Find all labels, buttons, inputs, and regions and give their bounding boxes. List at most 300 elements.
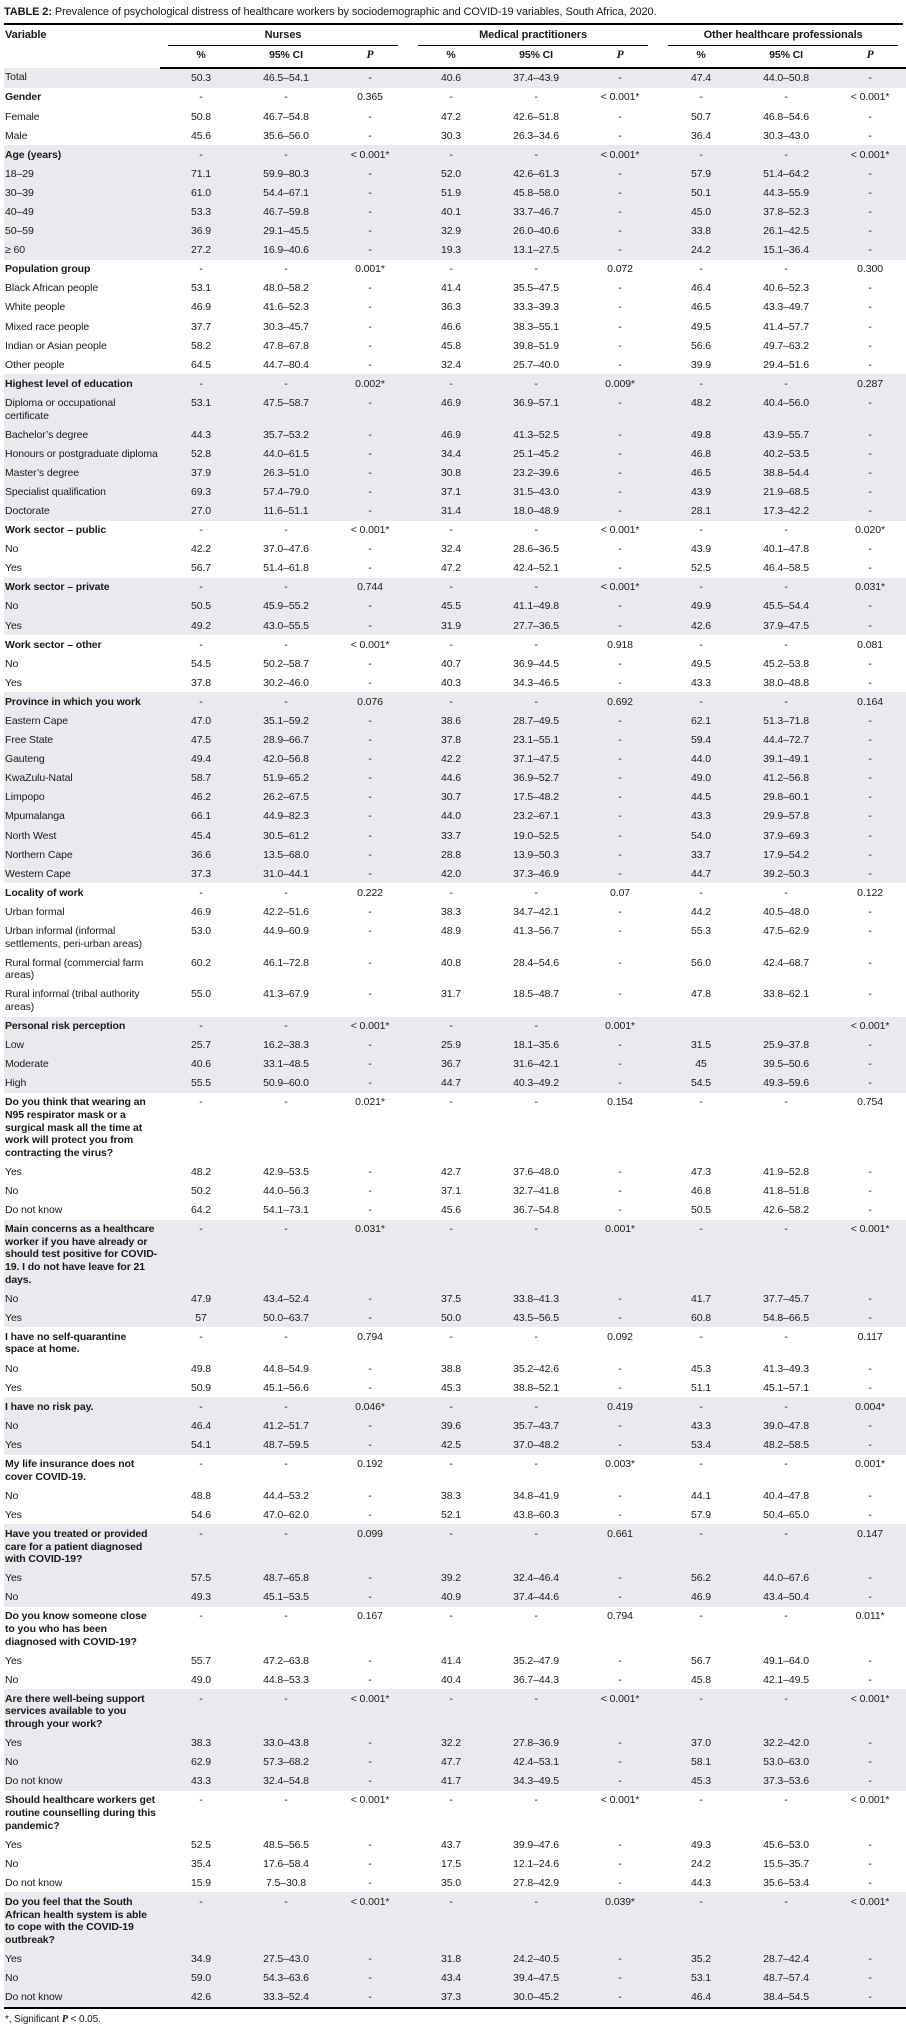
p-cell: - xyxy=(618,301,622,314)
variable-cell: No xyxy=(5,1591,19,1604)
pct-cell: - xyxy=(699,1610,703,1623)
p-cell: - xyxy=(618,956,622,969)
p-cell: < 0.001* xyxy=(600,148,640,161)
pct-cell: 59.0 xyxy=(190,1971,212,1984)
ci-cell: 41.1–49.8 xyxy=(513,600,559,613)
p-cell: - xyxy=(368,619,372,632)
table-row xyxy=(4,1093,906,1162)
p-cell: - xyxy=(618,244,622,257)
p-cell: - xyxy=(368,1737,372,1750)
pct-cell: 25.7 xyxy=(190,1039,212,1052)
pct-cell: - xyxy=(199,1527,203,1540)
pct-cell: - xyxy=(449,1400,453,1413)
variable-cell: No xyxy=(5,1971,19,1984)
p-cell: 0.300 xyxy=(857,263,883,276)
p-cell: - xyxy=(868,734,872,747)
ci-cell: - xyxy=(534,695,538,708)
pct-cell: 52.5 xyxy=(691,562,712,575)
p-cell: - xyxy=(368,1058,372,1071)
ci-cell: - xyxy=(284,695,288,708)
pct-cell: - xyxy=(199,1400,203,1413)
p-cell: - xyxy=(868,1204,872,1217)
pct-cell: 35.2 xyxy=(691,1952,712,1965)
p-cell: - xyxy=(618,1204,622,1217)
pct-cell: 66.1 xyxy=(190,810,212,823)
p-cell: - xyxy=(868,301,872,314)
table-row xyxy=(4,374,906,393)
variable-cell: KwaZulu-Natal xyxy=(5,772,73,785)
pct-cell: 50.3 xyxy=(190,72,212,85)
ci-cell: 35.7–43.7 xyxy=(513,1419,559,1432)
ci-cell: 35.5–47.5 xyxy=(513,282,559,295)
ci-cell: 30.3–45.7 xyxy=(263,320,309,333)
pct-cell: 49.5 xyxy=(691,657,712,670)
ci-cell: 43.4–52.4 xyxy=(263,1292,309,1305)
p-cell: - xyxy=(868,396,872,409)
ci-cell: 40.6–52.3 xyxy=(763,282,809,295)
variable-cell: Yes xyxy=(5,1572,22,1585)
subheader-p: P xyxy=(330,46,410,68)
pct-cell: 31.7 xyxy=(441,988,462,1001)
pct-cell: 31.4 xyxy=(441,504,462,517)
p-cell: - xyxy=(368,1952,372,1965)
p-cell: - xyxy=(868,1077,872,1090)
p-cell: - xyxy=(368,905,372,918)
table-row xyxy=(4,1182,906,1201)
ci-cell: - xyxy=(784,581,788,594)
p-cell: - xyxy=(618,1971,622,1984)
pct-cell: - xyxy=(449,1895,453,1908)
pct-cell: 37.7 xyxy=(190,320,212,333)
table-row xyxy=(4,1949,906,1968)
pct-cell: - xyxy=(199,1610,203,1623)
pct-cell: - xyxy=(199,1794,203,1807)
variable-cell: I have no self-quarantine space at home. xyxy=(5,1330,127,1356)
ci-cell: 45.1–56.6 xyxy=(263,1381,309,1394)
pct-cell: 64.2 xyxy=(190,1204,212,1217)
pct-cell: 30.3 xyxy=(441,129,462,142)
pct-cell: 36.6 xyxy=(190,848,212,861)
pct-cell: 35.0 xyxy=(441,1876,462,1889)
pct-cell: 60.8 xyxy=(691,1311,712,1324)
group-header-row xyxy=(4,25,906,46)
table-row xyxy=(4,68,906,88)
p-cell: - xyxy=(868,1039,872,1052)
ci-cell: 48.7–57.4 xyxy=(763,1971,809,1984)
pct-cell: - xyxy=(449,1527,453,1540)
group-label-nurses: Nurses xyxy=(168,29,398,46)
pct-cell: 32.9 xyxy=(441,225,462,238)
pct-cell: 50.2 xyxy=(190,1185,212,1198)
variable-cell: Province in which you work xyxy=(5,695,141,708)
ci-cell: 42.9–53.5 xyxy=(263,1165,309,1178)
ci-cell: 36.9–57.1 xyxy=(513,396,559,409)
pct-cell: 41.4 xyxy=(441,282,462,295)
pct-cell: - xyxy=(699,638,703,651)
table-row xyxy=(4,482,906,501)
p-cell: - xyxy=(618,1185,622,1198)
p-cell: < 0.001* xyxy=(350,1895,390,1908)
p-cell: - xyxy=(868,225,872,238)
ci-cell: 44.0–50.8 xyxy=(763,72,809,85)
ci-cell: 33.3–39.3 xyxy=(513,301,559,314)
ci-cell: - xyxy=(284,1692,288,1705)
p-cell: - xyxy=(368,562,372,575)
pct-cell: 53.4 xyxy=(691,1438,712,1451)
ci-cell: 40.4–56.0 xyxy=(763,396,809,409)
p-cell: - xyxy=(618,791,622,804)
p-cell: - xyxy=(618,282,622,295)
pct-cell: 54.5 xyxy=(190,657,212,670)
pct-cell: 52.8 xyxy=(190,447,212,460)
ci-cell: 46.7–54.8 xyxy=(263,110,309,123)
pct-cell: 55.3 xyxy=(691,925,712,938)
ci-cell: 38.0–48.8 xyxy=(763,676,809,689)
pct-cell: - xyxy=(199,148,203,161)
variable-cell: I have no risk pay. xyxy=(5,1400,94,1413)
ci-cell: - xyxy=(784,1330,788,1343)
p-cell: - xyxy=(868,753,872,766)
p-cell: - xyxy=(618,829,622,842)
pct-cell: 50.8 xyxy=(190,110,212,123)
pct-cell: 44.7 xyxy=(691,867,712,880)
ci-cell: - xyxy=(284,1610,288,1623)
ci-cell: - xyxy=(284,886,288,899)
pct-cell: 39.6 xyxy=(441,1419,462,1432)
ci-cell: 47.5–58.7 xyxy=(263,396,309,409)
p-cell: - xyxy=(868,1508,872,1521)
p-cell: - xyxy=(368,358,372,371)
p-cell: - xyxy=(868,600,872,613)
variable-cell: My life insurance does not cover COVID-19. xyxy=(5,1458,135,1483)
pct-cell: 56.7 xyxy=(691,1654,712,1667)
p-cell: - xyxy=(368,657,372,670)
pct-cell: - xyxy=(699,1895,703,1908)
pct-cell: - xyxy=(699,1223,703,1236)
pct-cell: 37.9 xyxy=(190,466,212,479)
p-cell: - xyxy=(868,1058,872,1071)
p-cell: 0.147 xyxy=(857,1527,883,1540)
ci-cell: 48.5–56.5 xyxy=(263,1838,309,1851)
p-cell: 0.021* xyxy=(355,1096,385,1109)
p-cell: - xyxy=(868,129,872,142)
p-cell: - xyxy=(368,600,372,613)
ci-cell: 39.0–47.8 xyxy=(763,1419,809,1432)
p-cell: - xyxy=(618,1311,622,1324)
ci-cell: - xyxy=(784,1223,788,1236)
p-cell: - xyxy=(618,110,622,123)
ci-cell: 39.2–50.3 xyxy=(763,867,809,880)
ci-cell: 19.0–52.5 xyxy=(513,829,559,842)
pct-cell: 45.3 xyxy=(691,1775,712,1788)
ci-cell: 51.4–61.8 xyxy=(263,562,309,575)
p-cell: 0.154 xyxy=(607,1096,633,1109)
pct-cell: - xyxy=(699,91,703,104)
p-cell: 0.039* xyxy=(605,1895,635,1908)
variable-cell: Doctorate xyxy=(5,504,50,517)
p-cell: - xyxy=(368,543,372,556)
pct-cell: 46.2 xyxy=(190,791,212,804)
p-cell: - xyxy=(618,600,622,613)
p-cell: - xyxy=(618,1165,622,1178)
ci-cell: 34.3–49.5 xyxy=(513,1775,559,1788)
ci-cell: 36.7–54.8 xyxy=(513,1204,559,1217)
ci-cell: 26.0–40.6 xyxy=(513,225,559,238)
variable-cell: Gender xyxy=(5,91,42,104)
pct-cell: 36.4 xyxy=(691,129,712,142)
p-cell: - xyxy=(618,1756,622,1769)
pct-cell: 52.1 xyxy=(441,1508,462,1521)
p-cell: - xyxy=(868,447,872,460)
table-row xyxy=(4,1074,906,1093)
ci-cell: - xyxy=(534,1895,538,1908)
pct-cell: 42.2 xyxy=(441,753,462,766)
ci-cell: 29.9–57.8 xyxy=(763,810,809,823)
subheader-ci: 95% CI xyxy=(242,46,330,68)
p-cell: - xyxy=(368,1292,372,1305)
pct-cell: 38.3 xyxy=(441,1489,462,1502)
ci-cell: 13.1–27.5 xyxy=(513,244,559,257)
ci-cell: 44.0–61.5 xyxy=(263,447,309,460)
table-row xyxy=(4,1220,906,1289)
p-cell: 0.031* xyxy=(355,1223,385,1236)
pct-cell: 53.1 xyxy=(190,282,212,295)
p-cell: - xyxy=(868,619,872,632)
variable-cell: Yes xyxy=(5,619,22,632)
p-cell: - xyxy=(368,956,372,969)
p-cell: - xyxy=(618,867,622,880)
ci-cell: 54.3–63.6 xyxy=(263,1971,309,1984)
variable-cell: Have you treated or provided care for a patient diagnosed with COVID-19? xyxy=(5,1527,148,1566)
table-row xyxy=(4,241,906,260)
variable-cell: Other people xyxy=(5,358,65,371)
variable-cell: Bachelor’s degree xyxy=(5,428,89,441)
pct-cell: 34.4 xyxy=(441,447,462,460)
variable-cell: Locality of work xyxy=(5,886,84,899)
p-cell: 0.011* xyxy=(855,1610,885,1623)
p-cell: - xyxy=(618,485,622,498)
pct-cell: 46.9 xyxy=(190,905,212,918)
p-cell: - xyxy=(368,1362,372,1375)
p-cell: - xyxy=(868,205,872,218)
pct-cell: 40.3 xyxy=(441,676,462,689)
ci-cell: 30.2–46.0 xyxy=(263,676,309,689)
table-row xyxy=(4,222,906,241)
ci-cell: 36.9–52.7 xyxy=(513,772,559,785)
pct-cell: 60.2 xyxy=(190,956,212,969)
p-cell: - xyxy=(868,466,872,479)
pct-cell: 43.3 xyxy=(691,676,712,689)
p-cell: 0.07 xyxy=(610,886,631,899)
pct-cell: - xyxy=(699,1794,703,1807)
p-cell: - xyxy=(618,1775,622,1788)
table-row xyxy=(4,1524,906,1568)
variable-cell: Yes xyxy=(5,1654,22,1667)
p-cell: < 0.001* xyxy=(600,581,640,594)
pct-cell: - xyxy=(449,377,453,390)
p-cell: - xyxy=(868,1857,872,1870)
table-row xyxy=(4,183,906,202)
ci-cell: 28.7–42.4 xyxy=(763,1952,809,1965)
p-cell: - xyxy=(368,339,372,352)
p-cell: - xyxy=(618,1077,622,1090)
p-cell: - xyxy=(368,282,372,295)
pct-cell: - xyxy=(699,524,703,537)
pct-cell: - xyxy=(199,524,203,537)
variable-cell: Urban formal xyxy=(5,905,65,918)
pct-cell: 19.3 xyxy=(441,244,462,257)
variable-cell: Population group xyxy=(5,263,91,276)
p-cell: - xyxy=(368,72,372,85)
p-cell: - xyxy=(368,1991,372,2004)
column-group-other-professionals xyxy=(660,25,906,46)
table-row xyxy=(4,425,906,444)
p-cell: - xyxy=(868,1952,872,1965)
p-cell: - xyxy=(618,320,622,333)
subheader-percent: % xyxy=(660,46,742,68)
ci-cell: - xyxy=(784,1610,788,1623)
p-cell: - xyxy=(618,186,622,199)
table-row xyxy=(4,1988,906,2008)
ci-cell: 29.1–45.5 xyxy=(263,225,309,238)
pct-cell: 44.3 xyxy=(190,428,212,441)
ci-cell: 13.5–68.0 xyxy=(263,848,309,861)
p-cell: - xyxy=(868,186,872,199)
ci-cell: - xyxy=(534,1610,538,1623)
ci-cell: 11.6–51.1 xyxy=(263,504,309,517)
table-row xyxy=(4,1968,906,1987)
pct-cell: 36.3 xyxy=(441,301,462,314)
p-cell: - xyxy=(868,1876,872,1889)
table-row xyxy=(4,1397,906,1416)
variable-cell: ≥ 60 xyxy=(5,244,25,257)
p-cell: - xyxy=(868,657,872,670)
p-cell: - xyxy=(868,867,872,880)
variable-cell: 30–39 xyxy=(5,186,34,199)
p-cell: - xyxy=(618,1381,622,1394)
variable-cell: Highest level of education xyxy=(5,377,133,390)
table-row xyxy=(4,1017,906,1036)
p-cell: 0.004* xyxy=(855,1400,885,1413)
ci-cell: - xyxy=(534,1096,538,1109)
table-row xyxy=(4,1651,906,1670)
p-cell: - xyxy=(868,1838,872,1851)
variable-cell: Male xyxy=(5,129,28,142)
p-cell: - xyxy=(368,1165,372,1178)
ci-cell: 37.8–52.3 xyxy=(763,205,809,218)
ci-cell: 45.8–58.0 xyxy=(513,186,559,199)
ci-cell: 42.2–51.6 xyxy=(263,905,309,918)
ci-cell: - xyxy=(534,1458,538,1471)
table-row xyxy=(4,1289,906,1308)
p-cell: - xyxy=(368,1508,372,1521)
p-cell: - xyxy=(618,1292,622,1305)
pct-cell: - xyxy=(699,1692,703,1705)
ci-cell: 48.0–58.2 xyxy=(263,282,309,295)
variable-cell: Personal risk perception xyxy=(5,1020,126,1033)
p-cell: - xyxy=(868,791,872,804)
table-row xyxy=(4,883,906,902)
pct-cell: - xyxy=(449,1096,453,1109)
pct-cell: 24.2 xyxy=(691,1857,712,1870)
p-cell: 0.167 xyxy=(357,1610,383,1623)
p-cell: 0.794 xyxy=(607,1610,633,1623)
ci-cell: 23.2–39.6 xyxy=(513,466,559,479)
ci-cell: 37.4–43.9 xyxy=(513,72,559,85)
table-row xyxy=(4,355,906,374)
subheader-ci: 95% CI xyxy=(492,46,580,68)
ci-cell: 36.9–44.5 xyxy=(513,657,559,670)
pct-cell: 27.2 xyxy=(190,244,212,257)
pct-cell: 38.3 xyxy=(441,905,462,918)
pct-cell: - xyxy=(449,581,453,594)
ci-cell: 46.1–72.8 xyxy=(263,956,309,969)
table-row xyxy=(4,712,906,731)
p-cell: 0.164 xyxy=(857,695,883,708)
pct-cell: 43.7 xyxy=(441,1838,462,1851)
p-cell: - xyxy=(618,428,622,441)
ci-cell: 26.3–51.0 xyxy=(263,466,309,479)
pct-cell: 39.2 xyxy=(441,1572,462,1585)
table-row xyxy=(4,902,906,921)
p-cell: 0.099 xyxy=(357,1527,383,1540)
ci-cell: - xyxy=(784,524,788,537)
data-table xyxy=(4,25,906,2009)
pct-cell: 31.5 xyxy=(691,1039,712,1052)
ci-cell: 47.2–63.8 xyxy=(263,1654,309,1667)
pct-cell: 47.9 xyxy=(190,1292,212,1305)
table-row xyxy=(4,1162,906,1181)
ci-cell: 33.7–46.7 xyxy=(513,205,559,218)
p-cell: - xyxy=(368,244,372,257)
p-cell: - xyxy=(868,1311,872,1324)
pct-cell: 55.0 xyxy=(190,988,212,1001)
pct-cell: - xyxy=(449,1610,453,1623)
p-cell: - xyxy=(868,1654,872,1667)
pct-cell: 49.5 xyxy=(691,320,712,333)
ci-cell: 35.6–56.0 xyxy=(263,129,309,142)
ci-cell: 44.0–56.3 xyxy=(263,1185,309,1198)
pct-cell: - xyxy=(199,1020,203,1033)
p-cell: 0.009* xyxy=(605,377,635,390)
ci-cell: 24.2–40.5 xyxy=(513,1952,559,1965)
ci-cell: - xyxy=(534,1330,538,1343)
pct-cell: 42.2 xyxy=(190,543,212,556)
pct-cell: 28.8 xyxy=(441,848,462,861)
p-cell: - xyxy=(618,1058,622,1071)
pct-cell: 48.2 xyxy=(190,1165,212,1178)
ci-cell: 46.7–59.8 xyxy=(263,205,309,218)
ci-cell: - xyxy=(784,1400,788,1413)
p-cell: - xyxy=(618,1591,622,1604)
variable-cell: Eastern Cape xyxy=(5,715,69,728)
pct-cell: - xyxy=(699,263,703,276)
pct-cell: 40.8 xyxy=(441,956,462,969)
ci-cell: 50.2–58.7 xyxy=(263,657,309,670)
pct-cell: 40.6 xyxy=(190,1058,212,1071)
pct-cell: 71.1 xyxy=(190,167,212,180)
pct-cell: 57.9 xyxy=(691,1508,712,1521)
p-cell: < 0.001* xyxy=(850,1020,890,1033)
p-cell: - xyxy=(618,734,622,747)
pct-cell: 58.7 xyxy=(190,772,212,785)
p-cell: - xyxy=(368,167,372,180)
p-cell: 0.192 xyxy=(357,1458,383,1471)
pct-cell: - xyxy=(199,263,203,276)
p-cell: 0.419 xyxy=(607,1400,633,1413)
ci-cell: 16.9–40.6 xyxy=(263,244,309,257)
p-cell: - xyxy=(618,1673,622,1686)
